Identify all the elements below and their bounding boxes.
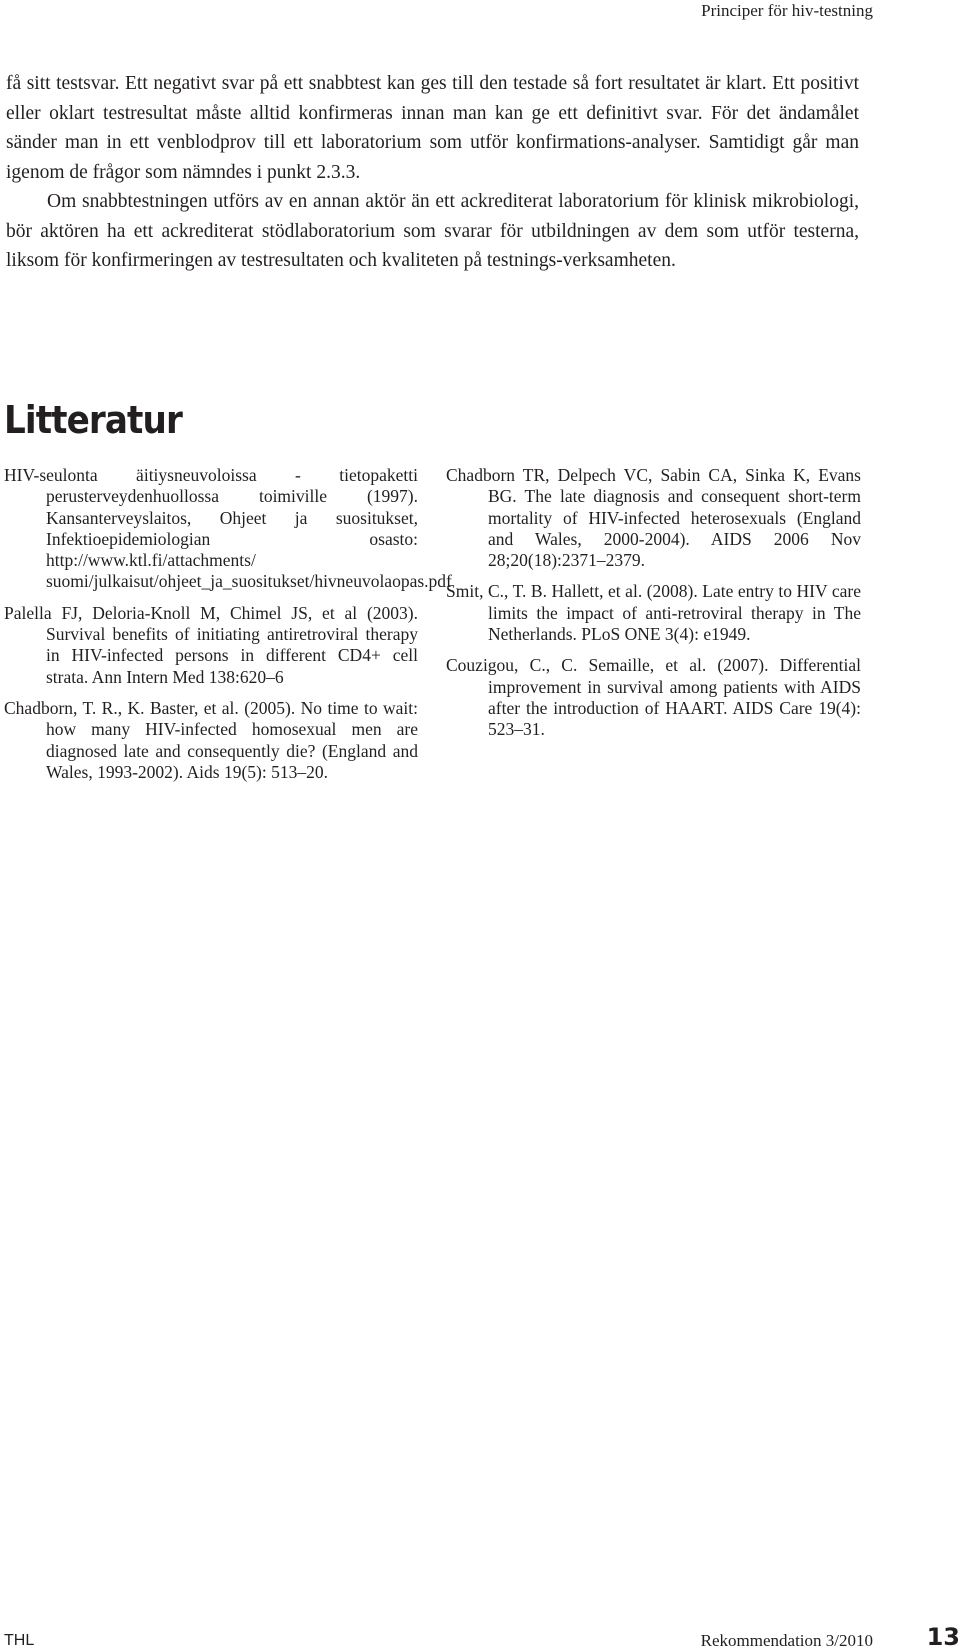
reference-item: Couzigou, C., C. Semaille, et al. (2007). Differential improvement in survival among patients with AIDS after the introduction of HAART. AIDS Care 19(4): 523–31.: [446, 655, 861, 740]
references-left-column: [4, 465, 452, 793]
footer-series: Rekommendation 3/2010: [700, 1631, 873, 1650]
reference-item: HIV-seulonta äitiysneuvoloissa - tietopaketti perusterveydenhuollossa toimiville (1997). Kansanterveyslaitos, Ohjeet ja suositukset, Infektioepidemiologian osasto: http://www.ktl.fi/attachments/ suomi/julkaisut/ohjeet_ja_suositukset/hivneuvolaopas.pdf: [4, 465, 452, 592]
references-right-column: [446, 465, 861, 751]
reference-item: Chadborn, T. R., K. Baster, et al. (2005). No time to wait: how many HIV-infected homosexual men are diagnosed late and consequently die? (England and Wales, 1993-2002). Aids 19(5): 513–20.: [4, 697, 418, 782]
running-header: Principer för hiv-testning: [701, 1, 873, 20]
body-text: [6, 69, 859, 276]
reference-item: Palella FJ, Deloria-Knoll M, Chimel JS, et al (2003). Survival benefits of initiating antiretroviral therapy in HIV-infected persons in different CD4+ cell strata. Ann Intern Med 138:620–6: [4, 602, 418, 687]
page-number: 13: [926, 1623, 960, 1651]
footer-organization: THL: [4, 1632, 35, 1649]
reference-item: Smit, C., T. B. Hallett, et al. (2008). Late entry to HIV care limits the impact of anti-retroviral therapy in The Netherlands. PLoS ONE 3(4): e1949.: [446, 581, 861, 645]
body-paragraph: Om snabbtestningen utförs av en annan aktör än ett ackrediterat laboratorium för klinisk mikrobiologi, bör aktören ha ett ackrediterat stödlaboratorium som svarar för utbildningen av dem som utför testerna, liksom för konfirmeringen av testresultaten och kvaliteten på testnings-verksamheten.: [6, 191, 859, 271]
body-paragraph: få sitt testsvar. Ett negativt svar på ett snabbtest kan ges till den testade så fort resultatet är klart. Ett positivt eller oklart testresultat måste alltid konfirmeras innan man kan ge ett definitivt svar. För det ändamålet sänder man in ett venblodprov till ett laboratorium som utför konfirmations-analyser. Samtidigt går man igenom de frågor som nämndes i punkt 2.3.3.: [6, 73, 859, 183]
section-heading: Litteratur: [4, 398, 182, 442]
reference-item: Chadborn TR, Delpech VC, Sabin CA, Sinka K, Evans BG. The late diagnosis and consequent short-term mortality of HIV-infected heterosexuals (England and Wales, 2000-2004). AIDS 2006 Nov 28;20(18):2371–2379.: [446, 465, 861, 571]
